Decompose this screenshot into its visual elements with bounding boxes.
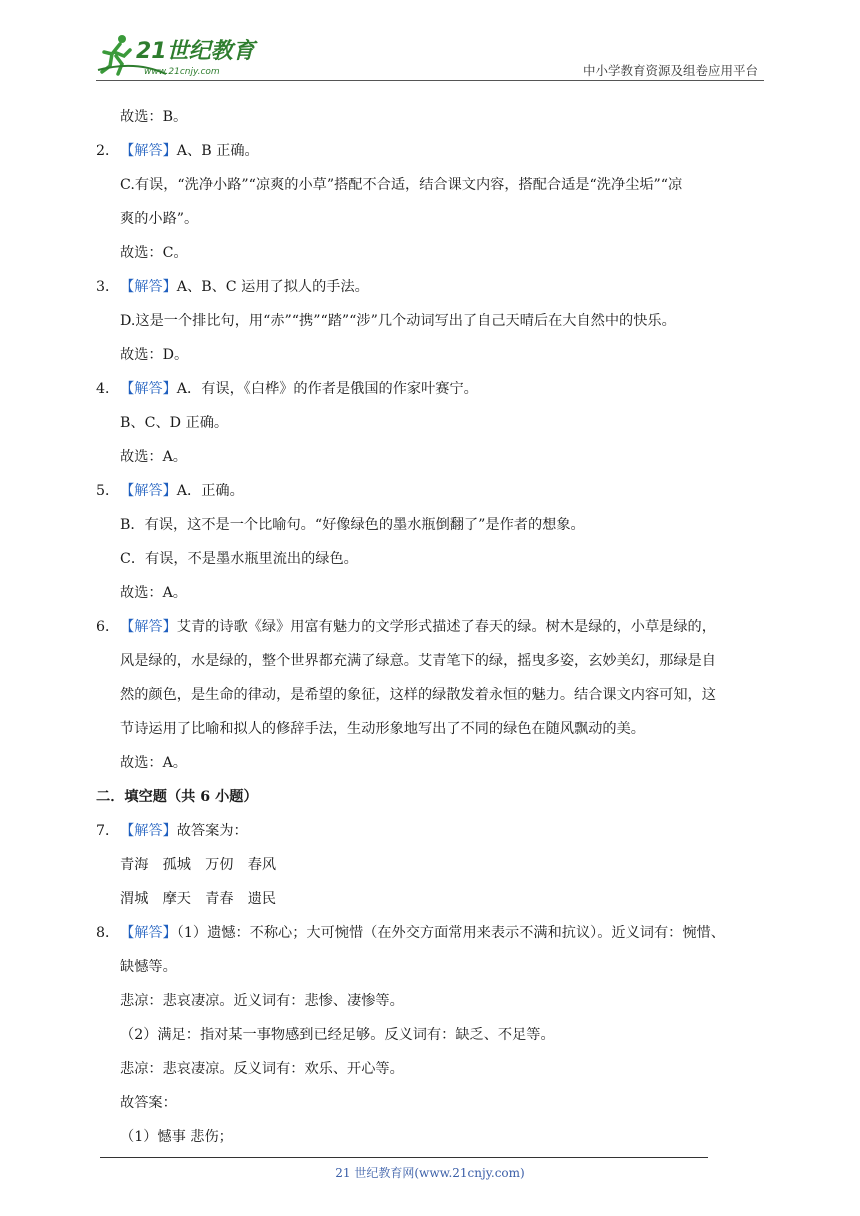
text-line: B、C、D 正确。 [120, 415, 229, 431]
answer-text: 艾青的诗歌《绿》用富有魅力的文学形式描述了春天的绿。树木是绿的，小草是绿的， [176, 619, 716, 635]
question-8-answer [96, 916, 772, 950]
question-5-answer [96, 474, 772, 508]
page-header [96, 30, 764, 82]
text-line: （2）满足：指对某一事物感到已经足够。反义词有：缺乏、不足等。 [120, 1027, 555, 1043]
footer-divider [100, 1157, 708, 1158]
question-number: 4． [96, 381, 120, 397]
question-6-answer [96, 610, 772, 644]
answer-content [96, 100, 772, 1154]
text-line: 故选：A。 [120, 449, 187, 465]
answer-text: A、B、C 运用了拟人的手法。 [176, 279, 369, 295]
question-number: 3． [96, 279, 120, 295]
header-divider [96, 80, 764, 81]
text-line: C．有误，不是墨水瓶里流出的绿色。 [120, 551, 358, 567]
header-platform-name: 中小学教育资源及组卷应用平台 [582, 63, 758, 78]
answer-text: A、B 正确。 [176, 143, 259, 159]
text-line: B．有误，这不是一个比喻句。“好像绿色的墨水瓶倒翻了”是作者的想象。 [120, 517, 585, 533]
text-line: 故选：A。 [120, 755, 187, 771]
section-heading: 二．填空题（共 6 小题） [96, 789, 258, 805]
question-number: 8． [96, 925, 120, 941]
text-line: 故选：C。 [120, 245, 188, 261]
answer-tag: 【解答】 [120, 143, 177, 159]
answer-text: （1）遗憾：不称心；大可惋惜（在外交方面常用来表示不满和抗议）。近义词有：惋惜、 [176, 925, 725, 941]
text-line: （1）憾事 悲伤； [120, 1129, 233, 1145]
question-3-answer [96, 270, 772, 304]
answer-text: 故答案为： [176, 823, 248, 839]
answer-tag: 【解答】 [120, 925, 177, 941]
question-4-answer [96, 372, 772, 406]
text-line: 缺憾等。 [120, 959, 177, 975]
question-2-answer [96, 134, 772, 168]
text-line: C.有误，“洗净小路”“凉爽的小草”搭配不合适，结合课文内容，搭配合适是“洗净尘垢”“凉 [120, 177, 683, 193]
text-line: 渭城 摩天 青春 遗民 [120, 891, 277, 907]
question-number: 2． [96, 143, 120, 159]
question-7-answer [96, 814, 772, 848]
question-number: 5． [96, 483, 120, 499]
text-line: 风是绿的，水是绿的，整个世界都充满了绿意。艾青笔下的绿，摇曳多姿，玄妙美幻，那绿是自 [120, 653, 716, 669]
text-line: 故答案： [120, 1095, 177, 1111]
answer-text: A．正确。 [176, 483, 244, 499]
answer-tag: 【解答】 [120, 381, 177, 397]
logo-url: www.21cnjy.com [144, 67, 220, 77]
text-line: 爽的小路”。 [120, 211, 199, 227]
answer-tag: 【解答】 [120, 619, 177, 635]
text-line: 故选：D。 [120, 347, 189, 363]
answer-tag: 【解答】 [120, 823, 177, 839]
logo-text: 21世纪教育 [136, 39, 255, 64]
text-line: 青海 孤城 万仞 春风 [120, 857, 277, 873]
text-line: 故选：B。 [120, 109, 188, 125]
question-number: 7． [96, 823, 120, 839]
text-line: 然的颜色，是生命的律动，是希望的象征，这样的绿散发着永恒的魅力。结合课文内容可知，这 [120, 687, 716, 703]
text-line: 故选：A。 [120, 585, 187, 601]
footer-source-link[interactable]: 21 世纪教育网(www.21cnjy.com) [335, 1166, 525, 1180]
answer-tag: 【解答】 [120, 279, 177, 295]
text-line: D.这是一个排比句，用“赤”“携”“踏”“涉”几个动词写出了自己天晴后在大自然中的快乐。 [120, 313, 676, 329]
text-line: 悲凉：悲哀凄凉。反义词有：欢乐、开心等。 [120, 1061, 404, 1077]
text-line: 悲凉：悲哀凄凉。近义词有：悲惨、凄惨等。 [120, 993, 404, 1009]
question-number: 6． [96, 619, 120, 635]
site-logo [96, 30, 266, 80]
text-line: 节诗运用了比喻和拟人的修辞手法，生动形象地写出了不同的绿色在随风飘动的美。 [120, 721, 645, 737]
answer-tag: 【解答】 [120, 483, 177, 499]
answer-text: A．有误，《白桦》的作者是俄国的作家叶赛宁。 [176, 381, 478, 397]
